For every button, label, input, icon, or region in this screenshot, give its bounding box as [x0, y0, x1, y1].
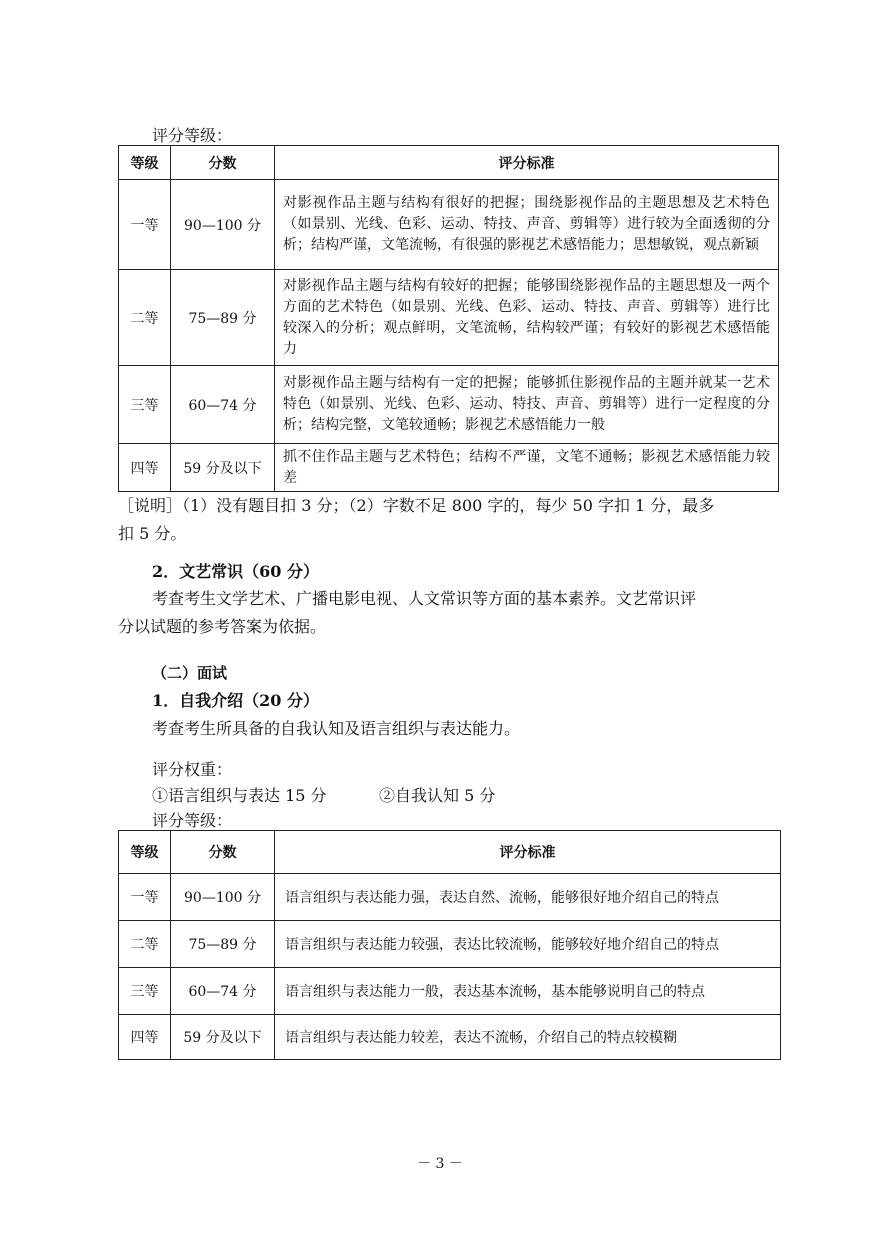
criteria-cell: 抓不住作品主题与艺术特色；结构不严谨，文笔不通畅；影视艺术感悟能力较差 — [275, 444, 779, 492]
score-cell: 90—100 分 — [171, 874, 275, 921]
note-line-continued: 扣 5 分。 — [118, 524, 187, 543]
criteria-cell: 对影视作品主题与结构有很好的把握；围绕影视作品的主题思想及艺术特色（如景别、光线、色彩、运动、特技、声音、剪辑等）进行较为全面透彻的分析；结构严谨，文笔流畅，有很强的影视艺术感悟能力；思想敏锐，观点新颖 — [275, 180, 779, 270]
self-intro-description: 考查考生所具备的自我认知及语言组织与表达能力。 — [152, 719, 521, 738]
page-number: － 3 － — [417, 1156, 463, 1172]
paragraph-line: 考查考生文学艺术、广播电影电视、人文常识等方面的基本素养。文艺常识评 — [152, 589, 697, 608]
criteria-cell: 语言组织与表达能力较差，表达不流畅，介绍自己的特点较模糊 — [275, 1015, 781, 1060]
paragraph-line-continued: 分以试题的参考答案为依据。 — [118, 617, 327, 636]
level-cell: 二等 — [119, 270, 171, 366]
level-cell: 三等 — [119, 968, 171, 1015]
table-row — [119, 1015, 781, 1060]
note-line: ［说明］（1）没有题目扣 3 分；（2）字数不足 800 字的，每少 50 字扣 1 分，最多 — [118, 496, 715, 515]
grading-title-1: 评分等级： — [152, 126, 233, 145]
table-row — [119, 270, 779, 366]
level-cell: 三等 — [119, 366, 171, 444]
grading-title-2: 评分等级： — [152, 811, 233, 830]
header-criteria: 评分标准 — [275, 831, 781, 874]
header-level: 等级 — [119, 831, 171, 874]
header-level: 等级 — [119, 146, 171, 180]
criteria-cell: 语言组织与表达能力较强，表达比较流畅，能够较好地介绍自己的特点 — [275, 921, 781, 968]
self-intro-heading: 1．自我介绍（20 分） — [152, 691, 319, 710]
table-row — [119, 180, 779, 270]
criteria-cell: 对影视作品主题与结构有较好的把握；能够围绕影视作品的主题思想及一两个方面的艺术特色（如景别、光线、色彩、运动、特技、声音、剪辑等）进行比较深入的分析；观点鲜明，文笔流畅，结构较严谨；有较好的影视艺术感悟能力 — [275, 270, 779, 366]
criteria-cell: 语言组织与表达能力一般，表达基本流畅，基本能够说明自己的特点 — [275, 968, 781, 1015]
score-cell: 75—89 分 — [171, 921, 275, 968]
weight-language: ①语言组织与表达 15 分 — [152, 786, 327, 805]
score-cell: 75—89 分 — [171, 270, 275, 366]
table-row — [119, 874, 781, 921]
table-row — [119, 921, 781, 968]
interview-heading: （二）面试 — [152, 664, 228, 682]
score-cell: 90—100 分 — [171, 180, 275, 270]
level-cell: 四等 — [119, 444, 171, 492]
weight-self-awareness: ②自我认知 5 分 — [379, 786, 496, 805]
level-cell: 四等 — [119, 1015, 171, 1060]
table-header-row — [119, 146, 779, 180]
score-cell: 60—74 分 — [171, 968, 275, 1015]
weight-title: 评分权重： — [152, 760, 233, 779]
level-cell: 一等 — [119, 874, 171, 921]
header-score: 分数 — [171, 146, 275, 180]
score-cell: 59 分及以下 — [171, 444, 275, 492]
table-row — [119, 968, 781, 1015]
table-row — [119, 366, 779, 444]
section-heading-literature: 2．文艺常识（60 分） — [152, 562, 319, 581]
score-cell: 60—74 分 — [171, 366, 275, 444]
level-cell: 二等 — [119, 921, 171, 968]
score-cell: 59 分及以下 — [171, 1015, 275, 1060]
level-cell: 一等 — [119, 180, 171, 270]
header-criteria: 评分标准 — [275, 146, 779, 180]
header-score: 分数 — [171, 831, 275, 874]
table-row — [119, 444, 779, 492]
criteria-cell: 语言组织与表达能力强，表达自然、流畅，能够很好地介绍自己的特点 — [275, 874, 781, 921]
table-header-row — [119, 831, 781, 874]
criteria-cell: 对影视作品主题与结构有一定的把握；能够抓住影视作品的主题并就某一艺术特色（如景别、光线、色彩、运动、特技、声音、剪辑等）进行一定程度的分析；结构完整，文笔较通畅；影视艺术感悟能力一般 — [275, 366, 779, 444]
essay-grading-table — [118, 145, 779, 492]
interview-grading-table — [118, 830, 781, 1060]
